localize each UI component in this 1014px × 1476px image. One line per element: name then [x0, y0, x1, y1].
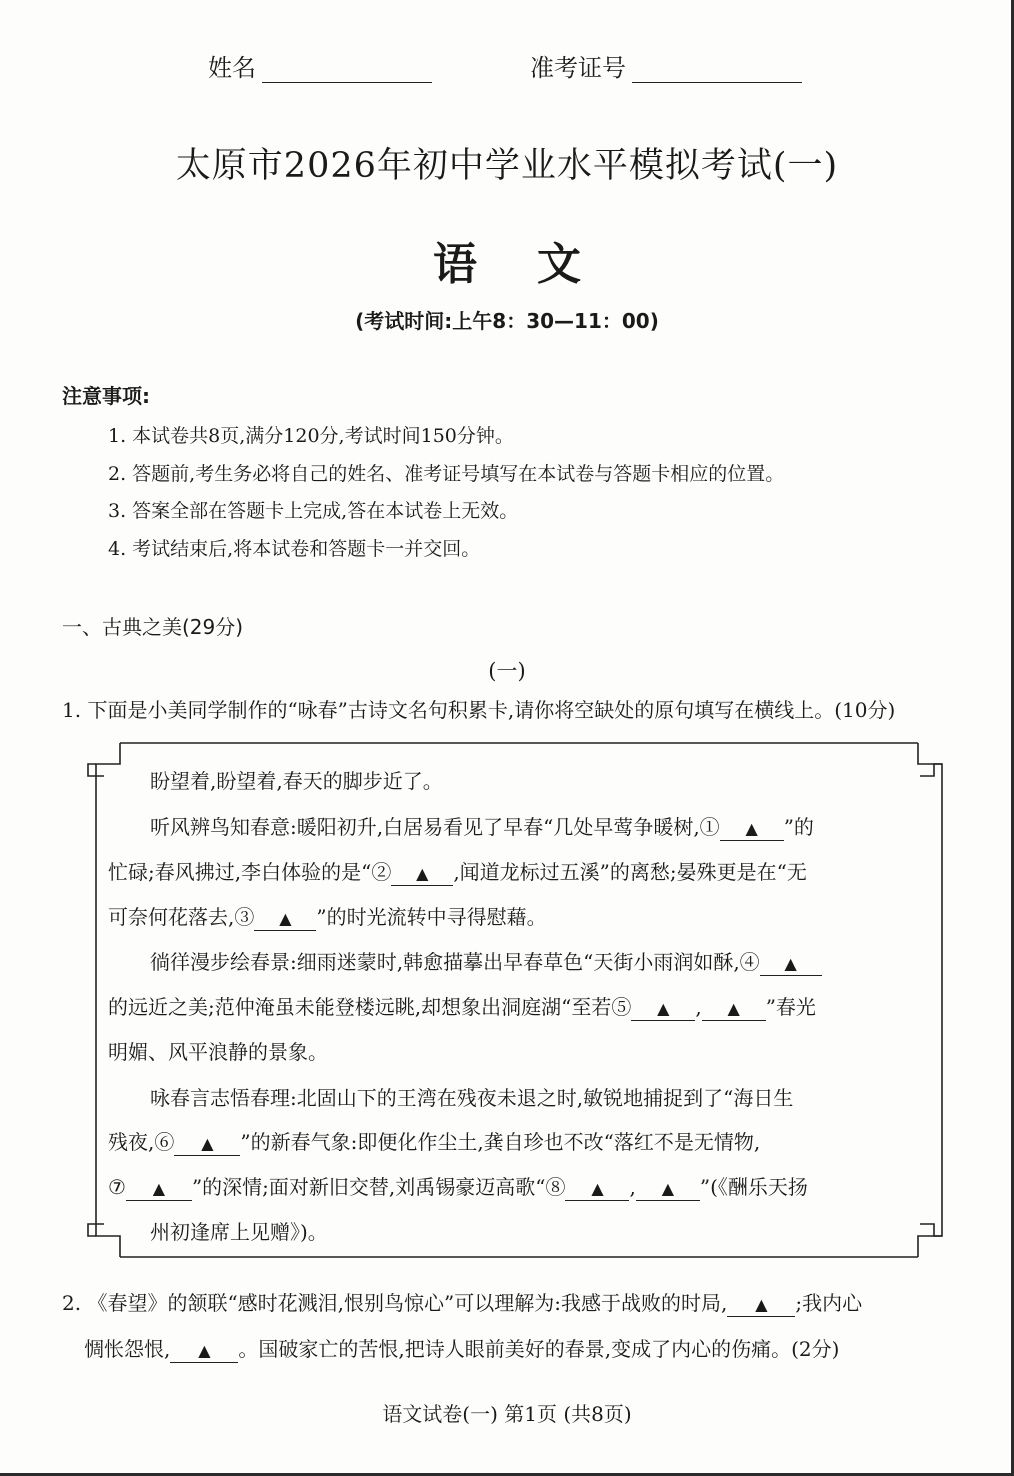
- notice-item: 1. 本试卷共8页,满分120分,考试时间150分钟。: [108, 425, 514, 447]
- answer-blank: ▲: [174, 1131, 240, 1156]
- answer-blank: ▲: [727, 1292, 795, 1317]
- exam-title: 太原市2026年初中学业水平模拟考试(一): [175, 146, 839, 186]
- card-line: 明媚、风平浪静的景象。: [108, 1040, 328, 1064]
- card-line: 的远近之美;范仲淹虽未能登楼远眺,却想象出洞庭湖“至若⑤ ▲ , ▲ ”春光: [108, 995, 816, 1019]
- section-title: 一、古典之美(29分): [62, 615, 244, 639]
- question-2-line: 2. 《春望》的颔联“感时花溅泪,恨别鸟惊心”可以理解为:我感于战败的时局, ▲ ;我内心: [62, 1291, 863, 1315]
- answer-blank: ▲: [170, 1338, 238, 1363]
- exam-time: (考试时间:上午8：30—11：00): [355, 309, 659, 333]
- card-line: 咏春言志悟春理:北固山下的王湾在残夜未退之时,敏锐地捕捉到了“海日生: [150, 1086, 794, 1110]
- card-line: ⑦ ▲ ”的深情;面对新旧交替,刘禹锡豪迈高歌“⑧ ▲ , ▲ ”(《酬乐天扬: [108, 1175, 808, 1199]
- answer-blank: ▲: [760, 951, 822, 976]
- card-line: 可奈何花落去,③ ▲ ”的时光流转中寻得慰藉。: [108, 905, 547, 929]
- subject-title: 语文: [433, 239, 641, 290]
- answer-blank: ▲: [565, 1176, 629, 1201]
- card-line: 州初逢席上见赠》)。: [150, 1220, 328, 1244]
- page-footer: 语文试卷(一) 第1页 (共8页): [382, 1402, 632, 1426]
- notice-item: 2. 答题前,考生务必将自己的姓名、准考证号填写在本试卷与答题卡相应的位置。: [108, 463, 785, 485]
- sub-part-title: (一): [488, 659, 526, 683]
- exam-id-label: 准考证号: [530, 54, 626, 82]
- answer-blank: ▲: [720, 816, 784, 841]
- question-1-stem: 1. 下面是小美同学制作的“咏春”古诗文名句积累卡,请你将空缺处的原句填写在横线上。(10分): [62, 698, 896, 722]
- answer-blank: ▲: [631, 996, 695, 1021]
- card-line: 残夜,⑥ ▲ ”的新春气象:即便化作尘土,龚自珍也不改“落红不是无情物,: [108, 1130, 761, 1154]
- card-line: 听风辨鸟知春意:暖阳初升,白居易看见了早春“几处早莺争暖树,① ▲ ”的: [150, 815, 814, 839]
- notice-title: 注意事项:: [62, 384, 150, 408]
- card-line: 盼望着,盼望着,春天的脚步近了。: [150, 769, 443, 793]
- card-line: 徜徉漫步绘春景:细雨迷蒙时,韩愈描摹出早春草色“天街小雨润如酥,④ ▲: [150, 946, 822, 976]
- name-label: 姓名: [208, 54, 256, 82]
- notice-item: 3. 答案全部在答题卡上完成,答在本试卷上无效。: [108, 500, 519, 522]
- answer-blank: ▲: [391, 861, 453, 886]
- answer-blank: ▲: [636, 1176, 700, 1201]
- answer-blank: ▲: [126, 1176, 192, 1201]
- notice-item: 4. 考试结束后,将本试卷和答题卡一并交回。: [108, 538, 481, 560]
- answer-blank: ▲: [254, 906, 316, 931]
- card-line: 忙碌;春风拂过,李白体验的是“② ▲ ,闻道龙标过五溪”的离愁;晏殊更是在“无: [108, 860, 807, 884]
- answer-blank: ▲: [702, 996, 766, 1021]
- question-2-line: 惆怅怨恨, ▲ 。国破家亡的苦恨,把诗人眼前美好的春景,变成了内心的伤痛。(2分): [84, 1337, 840, 1361]
